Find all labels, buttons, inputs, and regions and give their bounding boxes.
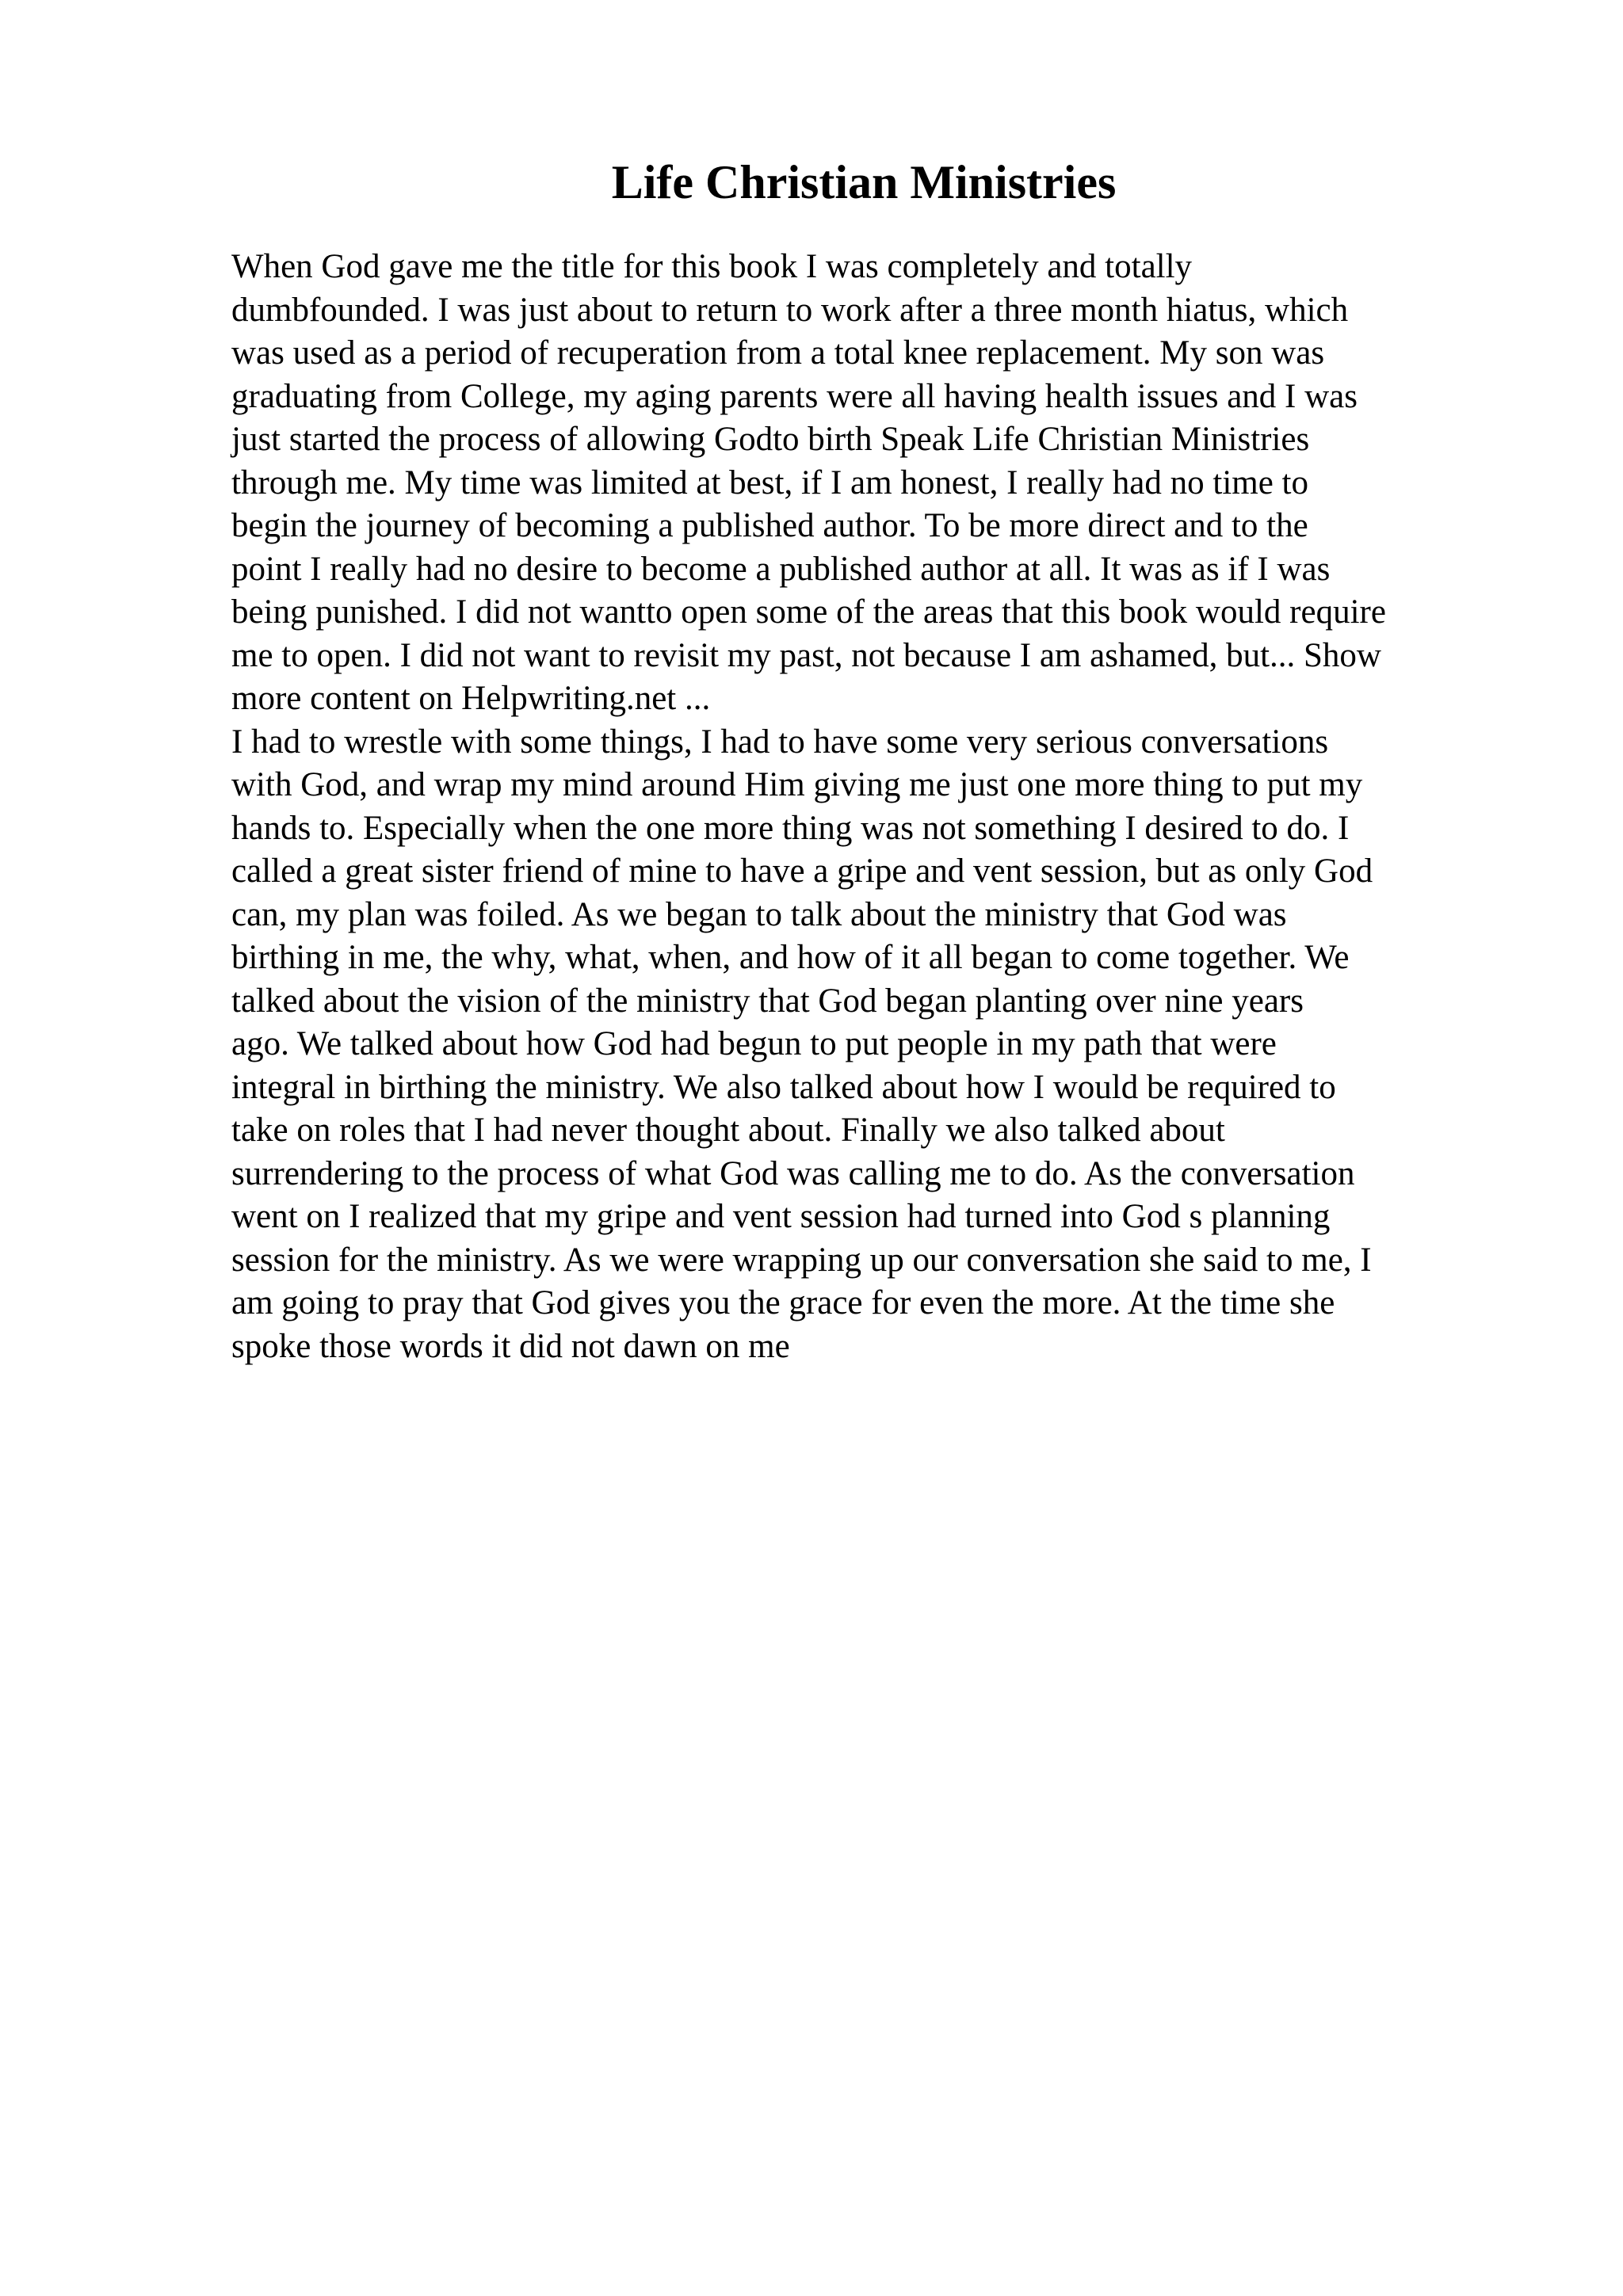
text-line: can, my plan was foiled. As we began to talk about the ministry that God was xyxy=(231,895,1287,933)
text-line: begin the journey of becoming a published author. To be more direct and to the xyxy=(231,507,1308,544)
text-line: take on roles that I had never thought about. Finally we also talked about xyxy=(231,1112,1225,1149)
text-line: with God, and wrap my mind around Him giving me just one more thing to put my xyxy=(231,766,1363,803)
text-line: just started the process of allowing Godto birth Speak Life Christian Ministries xyxy=(231,421,1310,458)
text-line: hands to. Especially when the one more thing was not something I desired to do. I xyxy=(231,809,1350,847)
text-line: me to open. I did not want to revisit my past, not because I am ashamed, but... Show xyxy=(231,636,1381,674)
text-line: When God gave me the title for this book I was completely and totally xyxy=(231,248,1193,285)
text-line: spoke those words it did not dawn on me xyxy=(231,1327,790,1365)
page-title: Life Christian Ministries xyxy=(611,156,1117,208)
text-line: went on I realized that my gripe and vent session had turned into God s planning xyxy=(231,1198,1331,1235)
text-line: am going to pray that God gives you the grace for even the more. At the time she xyxy=(231,1284,1335,1322)
text-line: being punished. I did not wantto open some of the areas that this book would require xyxy=(231,593,1386,631)
text-line: session for the ministry. As we were wrapping up our conversation she said to me, I xyxy=(231,1241,1372,1279)
text-line: was used as a period of recuperation from a total knee replacement. My son was xyxy=(231,334,1325,372)
text-line: integral in birthing the ministry. We also talked about how I would be required to xyxy=(231,1068,1336,1106)
text-line: I had to wrestle with some things, I had to have some very serious conversations xyxy=(231,723,1329,761)
body-text xyxy=(231,246,1515,1368)
text-line: ago. We talked about how God had begun to put people in my path that were xyxy=(231,1025,1277,1062)
text-line: through me. My time was limited at best, if I am honest, I really had no time to xyxy=(231,463,1308,502)
text-line: birthing in me, the why, what, when, and how of it all began to come together. We xyxy=(231,939,1350,976)
text-line: point I really had no desire to become a published author at all. It was as if I was xyxy=(231,550,1331,588)
text-line: surrendering to the process of what God was calling me to do. As the conversation xyxy=(231,1154,1355,1192)
text-line: called a great sister friend of mine to have a gripe and vent session, but as only God xyxy=(231,852,1373,890)
text-line: more content on Helpwriting.net ... xyxy=(231,680,711,717)
text-line: graduating from College, my aging parents were all having health issues and I was xyxy=(231,377,1358,415)
text-line: dumbfounded. I was just about to return to work after a three month hiatus, which xyxy=(231,291,1349,329)
text-line: talked about the vision of the ministry that God began planting over nine years xyxy=(231,982,1304,1020)
